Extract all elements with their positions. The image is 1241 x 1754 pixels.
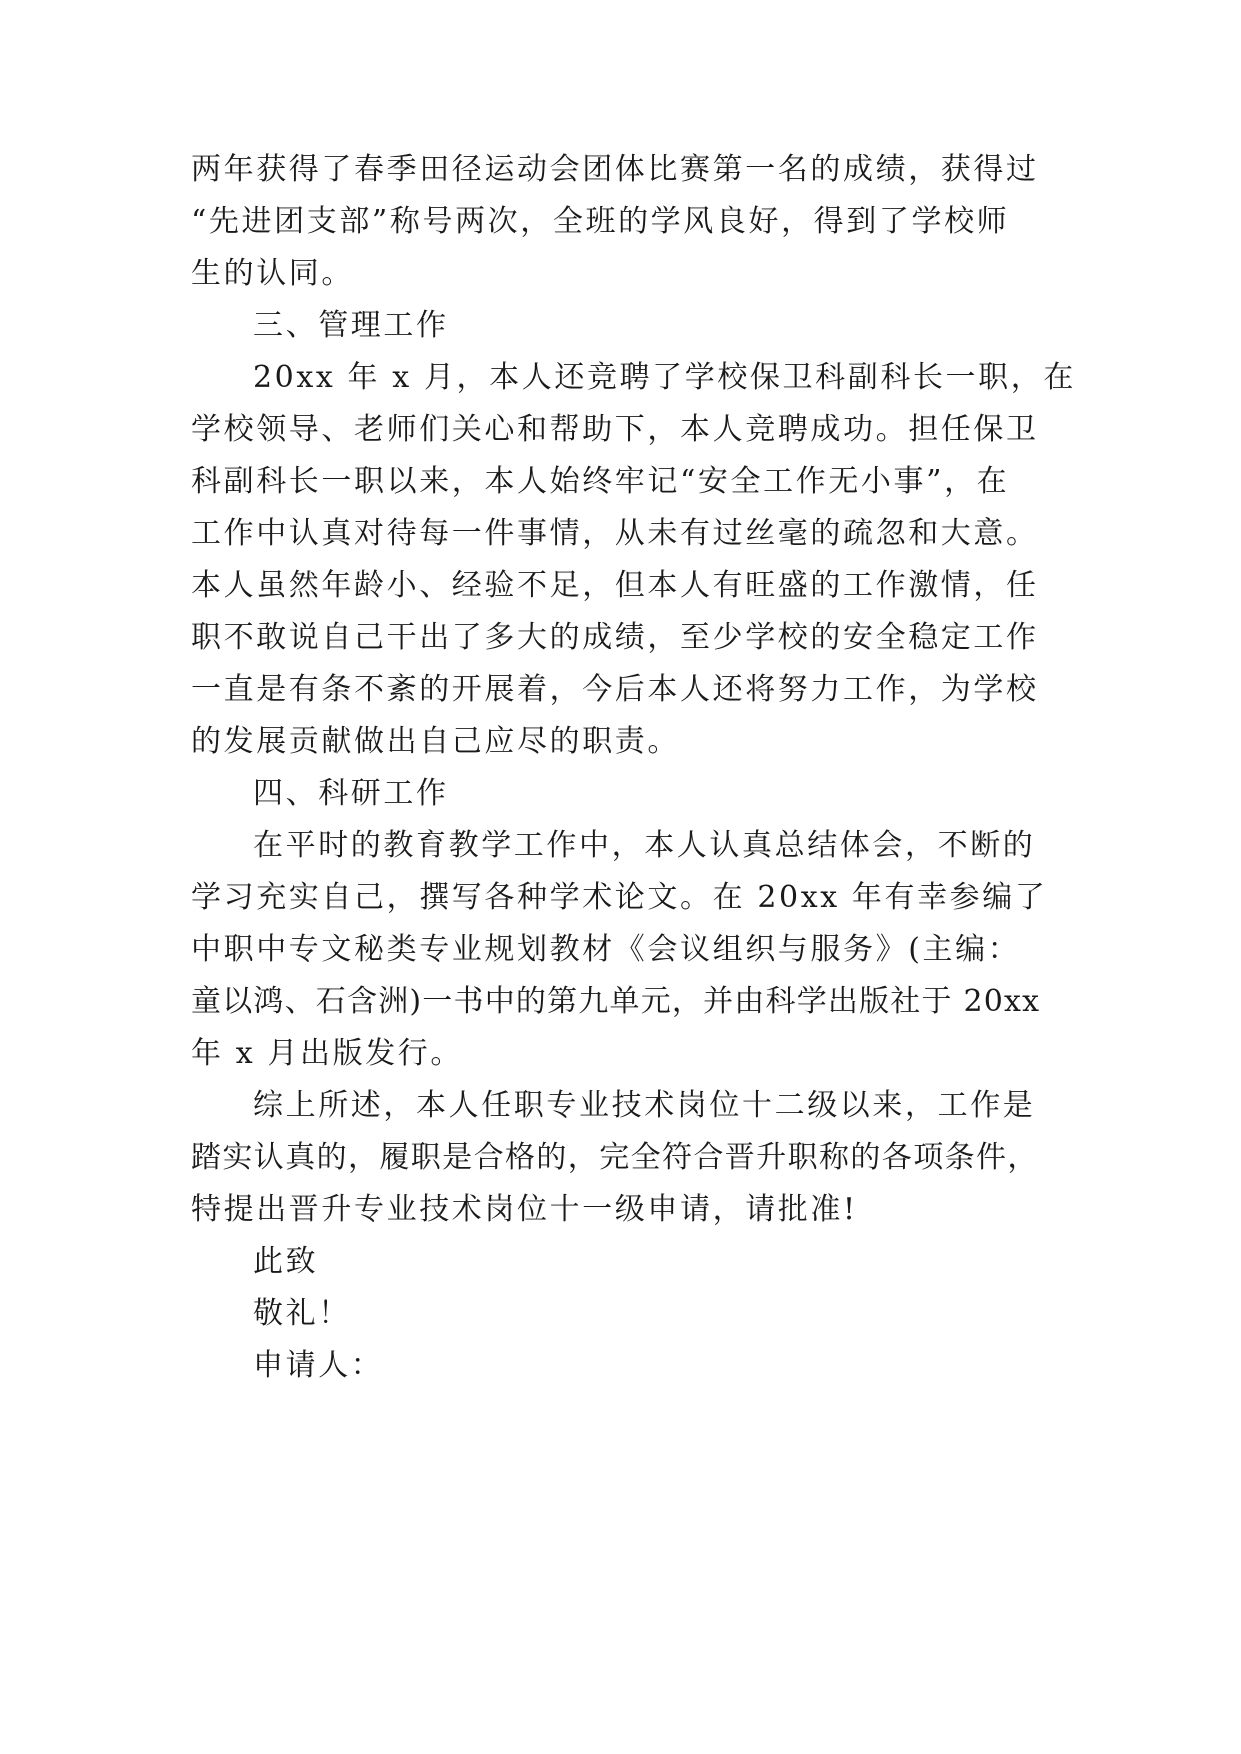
applicant-signature-label: 申请人： bbox=[253, 1348, 384, 1383]
text-line: 在平时的教育教学工作中，本人认真总结体会，不断的 bbox=[253, 828, 1036, 863]
text-line: 特提出晋升专业技术岗位十一级申请，请批准! bbox=[191, 1192, 858, 1227]
section-heading-management: 三、管理工作 bbox=[253, 308, 449, 343]
closing-salutation: 此致 bbox=[253, 1244, 319, 1279]
text-line: 20xx 年 x 月，本人还竞聘了学校保卫科副科长一职，在 bbox=[253, 360, 1076, 395]
text-line: 中职中专文秘类专业规划教材《会议组织与服务》(主编： bbox=[191, 932, 1021, 967]
text-line: 本人虽然年龄小、经验不足，但本人有旺盛的工作激情，任 bbox=[191, 568, 1039, 603]
closing-regards: 敬礼！ bbox=[253, 1296, 351, 1331]
text-line: 学校领导、老师们关心和帮助下，本人竞聘成功。担任保卫 bbox=[191, 412, 1039, 447]
text-line: 的发展贡献做出自己应尽的职责。 bbox=[191, 724, 680, 759]
text-line: 踏实认真的，履职是合格的，完全符合晋升职称的各项条件， bbox=[191, 1140, 1039, 1175]
text-line: 工作中认真对待每一件事情，从未有过丝毫的疏忽和大意。 bbox=[191, 516, 1039, 551]
text-line: 综上所述，本人任职专业技术岗位十二级以来，工作是 bbox=[253, 1088, 1036, 1123]
text-line: 两年获得了春季田径运动会团体比赛第一名的成绩，获得过 bbox=[191, 152, 1039, 187]
text-line: 一直是有条不紊的开展着，今后本人还将努力工作，为学校 bbox=[191, 672, 1039, 707]
text-line: “先进团支部”称号两次，全班的学风良好，得到了学校师 bbox=[191, 204, 1010, 239]
text-line: 学习充实自己，撰写各种学术论文。在 20xx 年有幸参编了 bbox=[191, 880, 1048, 915]
text-line: 科副科长一职以来，本人始终牢记“安全工作无小事”，在 bbox=[191, 464, 1010, 499]
text-line: 生的认同。 bbox=[191, 256, 354, 291]
text-line: 职不敢说自己干出了多大的成绩，至少学校的安全稳定工作 bbox=[191, 620, 1039, 655]
text-line: 童以鸿、石含洲)一书中的第九单元，并由科学出版社于 20xx bbox=[191, 984, 1041, 1019]
text-line: 年 x 月出版发行。 bbox=[191, 1036, 463, 1071]
section-heading-research: 四、科研工作 bbox=[253, 776, 449, 811]
